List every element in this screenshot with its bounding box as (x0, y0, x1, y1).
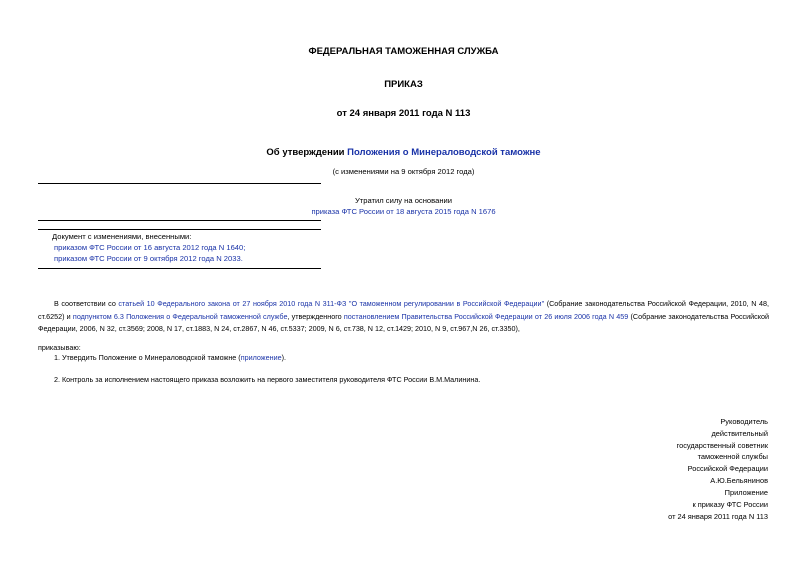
divider (38, 268, 321, 269)
doc-title-prefix: Об утверждении (266, 147, 348, 158)
government-decree-link[interactable]: постановлением Правительства Российской Федерации от 26 июля 2006 года N 459 (343, 311, 629, 321)
appendix-link[interactable]: приложение (240, 353, 282, 362)
preamble-text-1: В соответствии со (54, 299, 119, 308)
signature-line: государственный советник (676, 440, 768, 450)
signature-line: Руководитель (720, 417, 768, 426)
repeal-note: Утратил силу на основании (354, 196, 453, 205)
appendix-block (668, 487, 768, 522)
divider (38, 229, 321, 230)
doc-date-number: от 24 января 2011 года N 113 (336, 108, 471, 119)
doc-title-link[interactable]: Положения о Минераловодской таможне (347, 147, 541, 158)
appendix-line: от 24 января 2011 года N 113 (668, 511, 768, 521)
signature-block (677, 416, 768, 487)
point-1 (54, 352, 286, 364)
agency-title: ФЕДЕРАЛЬНАЯ ТАМОЖЕННАЯ СЛУЖБА (308, 46, 499, 57)
amendments-heading: Документ с изменениями, внесенными: (52, 232, 192, 241)
amendment-link-2[interactable]: приказом ФТС России от 9 октября 2012 года N 2033. (54, 254, 243, 263)
changes-note: (с изменениями на 9 октября 2012 года) (332, 167, 475, 176)
divider (38, 183, 321, 184)
signature-line: А.Ю.Бельянинов (710, 475, 768, 485)
preamble-text-4: (Собрание законодательства Российской Федерации, 2006, N 32, ст.3569; 2008, N 17, ст.1883, N 24, ст.2867, N 46, ст.5337; 2009, N 6, ст.738, N 12, ст.1429; 2010, N 9, ст.967,N 26, ст.3350), (38, 311, 770, 333)
point-2: 2. Контроль за исполнением настоящего приказа возложить на первого заместителя руководителя ФТС России В.М.Малинина. (54, 375, 481, 384)
appendix-line: Приложение (724, 488, 768, 497)
preamble-paragraph (38, 298, 769, 336)
amendment-link-1[interactable]: приказом ФТС России от 16 августа 2012 года N 1640; (54, 243, 246, 252)
preamble-text-3: , утвержденного (287, 311, 344, 321)
law-311-link[interactable]: статьей 10 Федерального закона от 27 ноября 2010 года N 311-ФЗ "О таможенном регулировании в Российской Федерации" (118, 299, 545, 308)
doc-title (0, 147, 807, 158)
preamble-text-2: (Собрание законодательства Российской Федерации, 2010, N 48, ст.6252) и (38, 299, 769, 321)
subclause-6-3-link[interactable]: подпунктом 6.3 Положения о Федеральной таможенной службе (72, 311, 288, 321)
point-1-text: 1. Утвердить Положение о Минераловодской таможне ( (54, 353, 241, 362)
repeal-link[interactable]: приказа ФТС России от 18 августа 2015 года N 1676 (311, 207, 496, 216)
signature-line: Российской Федерации (687, 464, 768, 474)
signature-line: действительный (711, 428, 768, 438)
appendix-line: к приказу ФТС России (692, 499, 768, 509)
signature-line: таможенной службы (697, 452, 768, 462)
order-word: приказываю: (38, 343, 81, 352)
divider (38, 220, 321, 221)
point-1-end: ). (281, 353, 286, 362)
doc-type: ПРИКАЗ (384, 79, 423, 90)
